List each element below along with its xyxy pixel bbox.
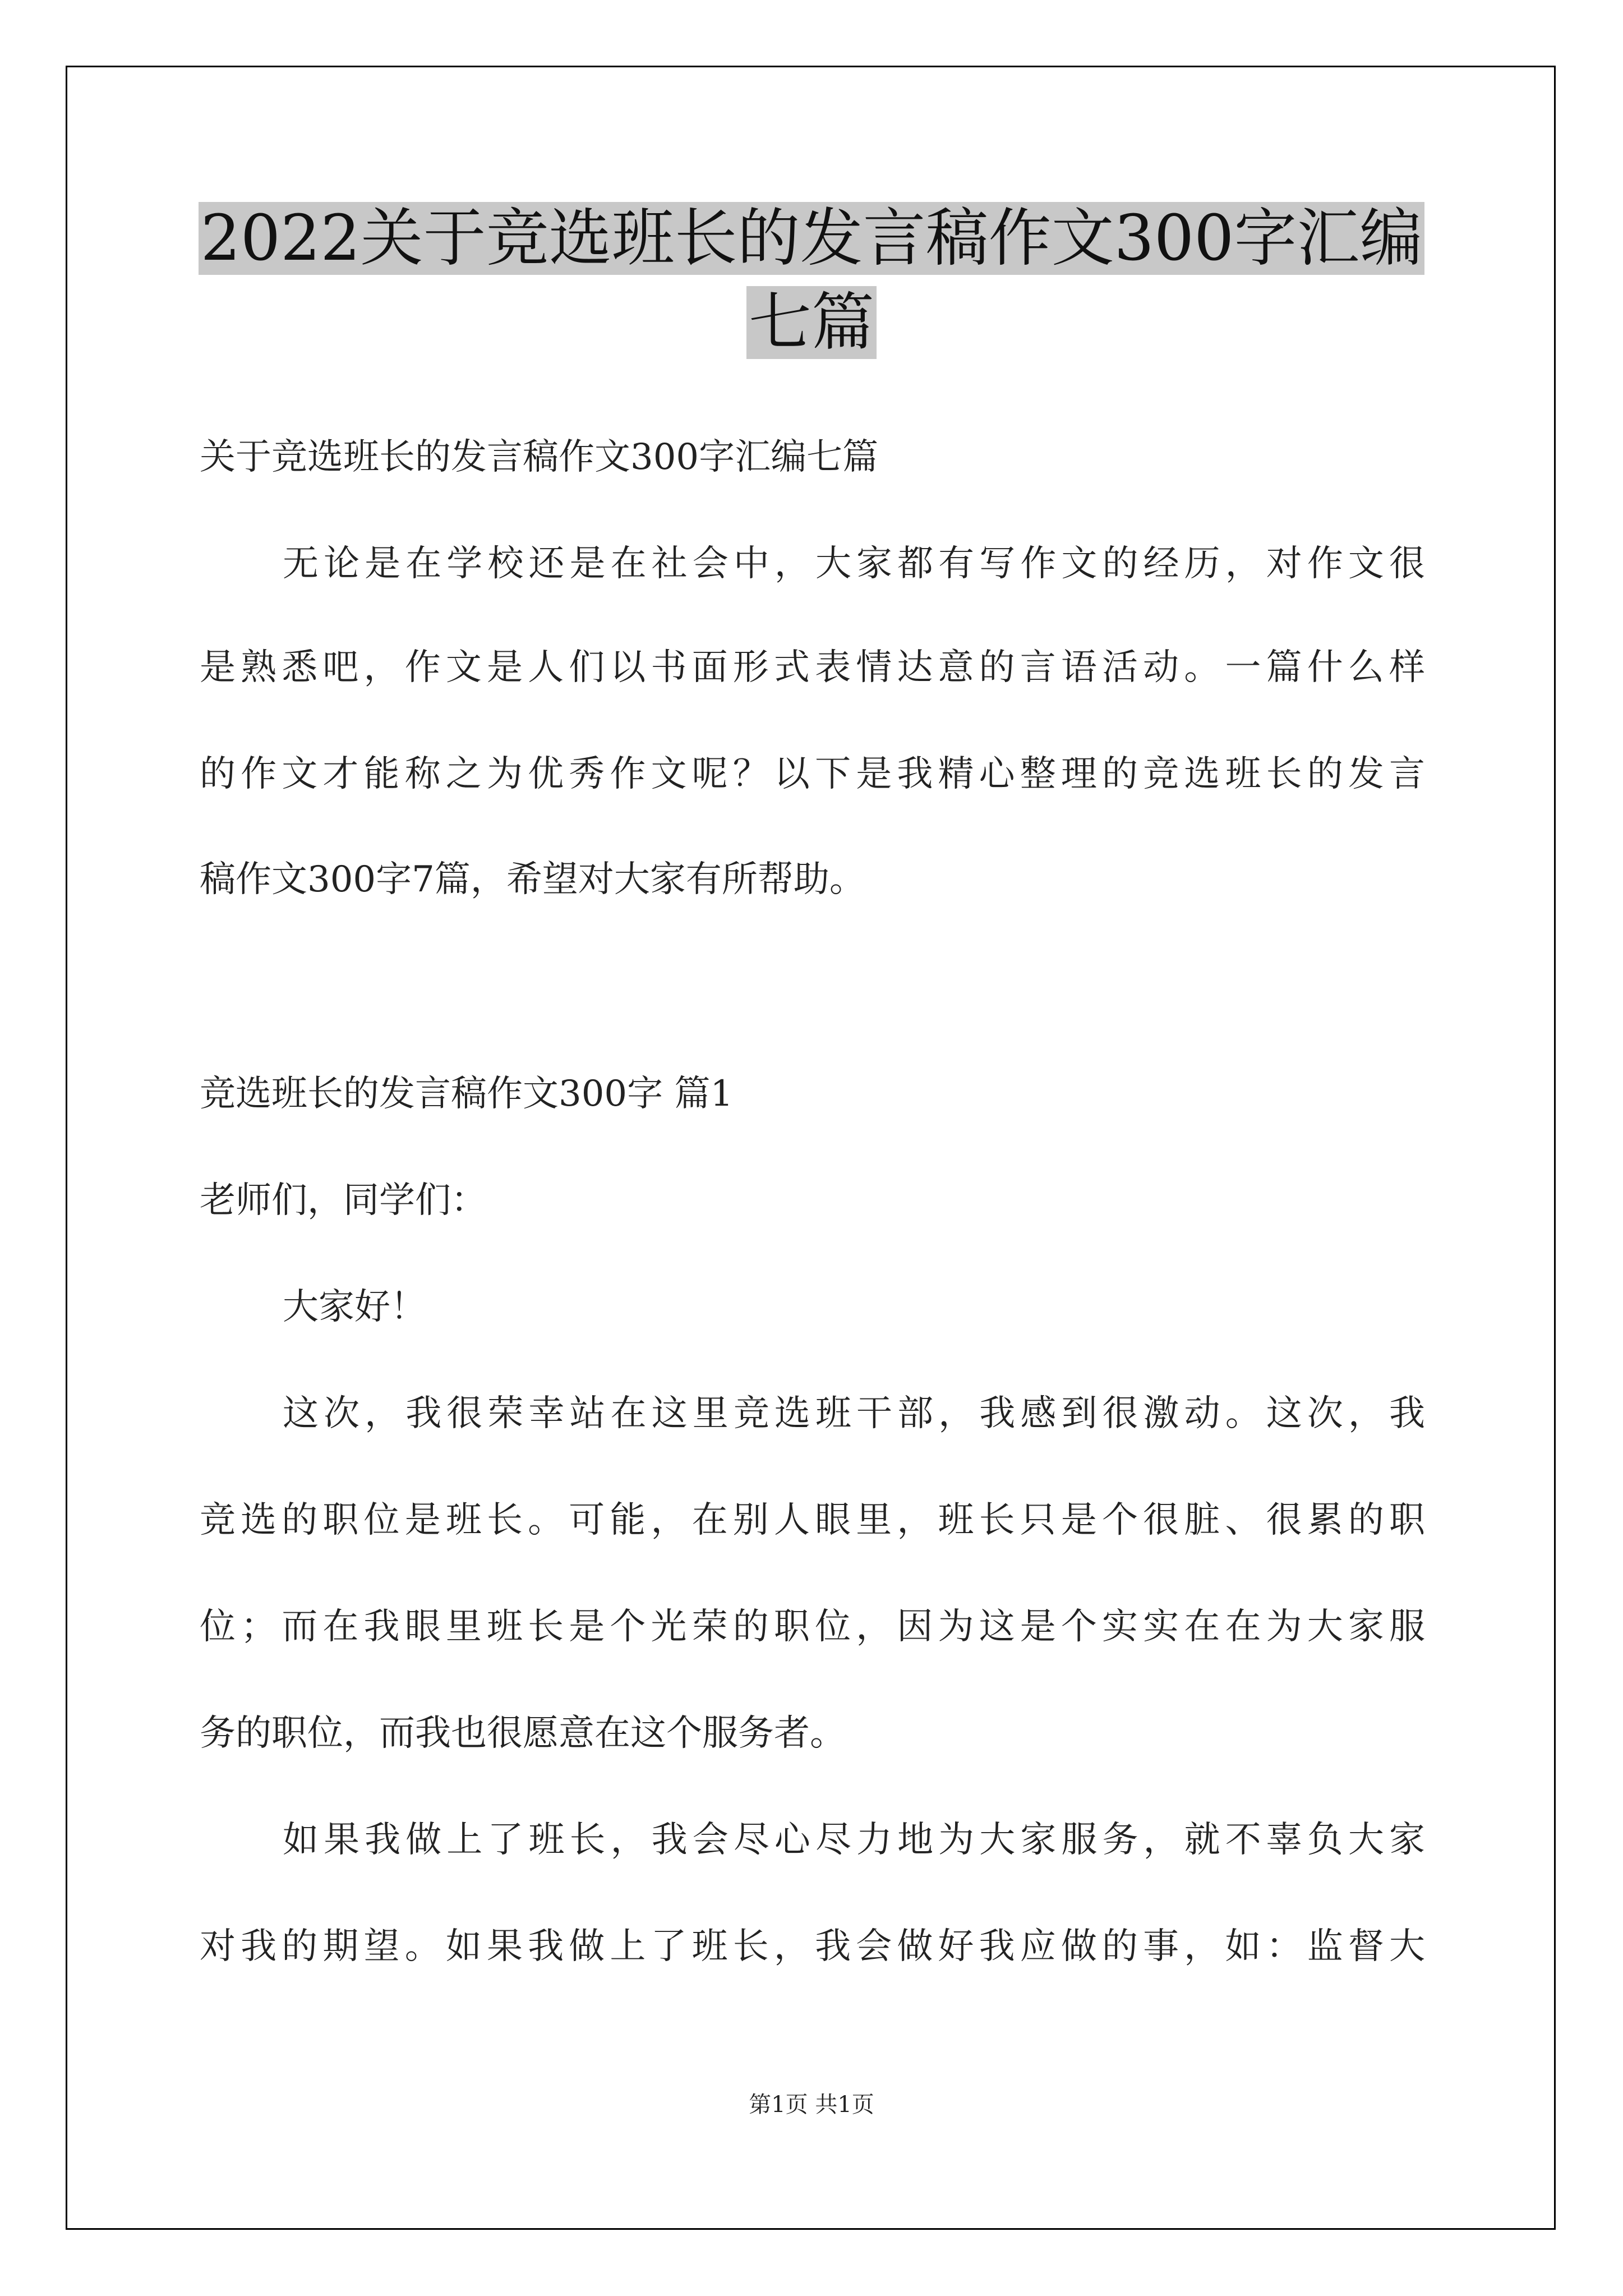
subtitle: 关于竞选班长的发言稿作文300字汇编七篇: [200, 436, 879, 478]
page-border: [66, 66, 1556, 2230]
document-title: 2022关于竞选班长的发言稿作文300字汇编七篇: [196, 196, 1427, 365]
paragraph-line: 竞选的职位是班长。可能，在别人眼里，班长只是个很脏、很累的职: [200, 1499, 1425, 1541]
paragraph-line: 这次，我很荣幸站在这里竞选班干部，我感到很激动。这次，我: [283, 1393, 1425, 1434]
page-footer: 第1页 共1页: [749, 2092, 874, 2118]
paragraph-line: 位；而在我眼里班长是个光荣的职位，因为这是个实实在在为大家服: [200, 1606, 1425, 1648]
paragraph-line: 务的职位，而我也很愿意在这个服务者。: [200, 1713, 846, 1754]
section-heading: 竞选班长的发言稿作文300字 篇1: [200, 1073, 734, 1115]
paragraph-line: 对我的期望。如果我做上了班长，我会做好我应做的事，如：监督大: [200, 1926, 1425, 1967]
paragraph-line: 如果我做上了班长，我会尽心尽力地为大家服务，就不辜负大家: [283, 1819, 1425, 1861]
intro-line: 的作文才能称之为优秀作文呢？以下是我精心整理的竞选班长的发言: [200, 753, 1425, 795]
intro-line: 是熟悉吧，作文是人们以书面形式表情达意的言语活动。一篇什么样: [200, 647, 1425, 688]
greeting: 大家好！: [283, 1286, 426, 1328]
intro-line: 稿作文300字7篇，希望对大家有所帮助。: [200, 859, 865, 900]
intro-line: 无论是在学校还是在社会中，大家都有写作文的经历，对作文很: [283, 543, 1425, 585]
salutation: 老师们，同学们：: [200, 1180, 487, 1221]
